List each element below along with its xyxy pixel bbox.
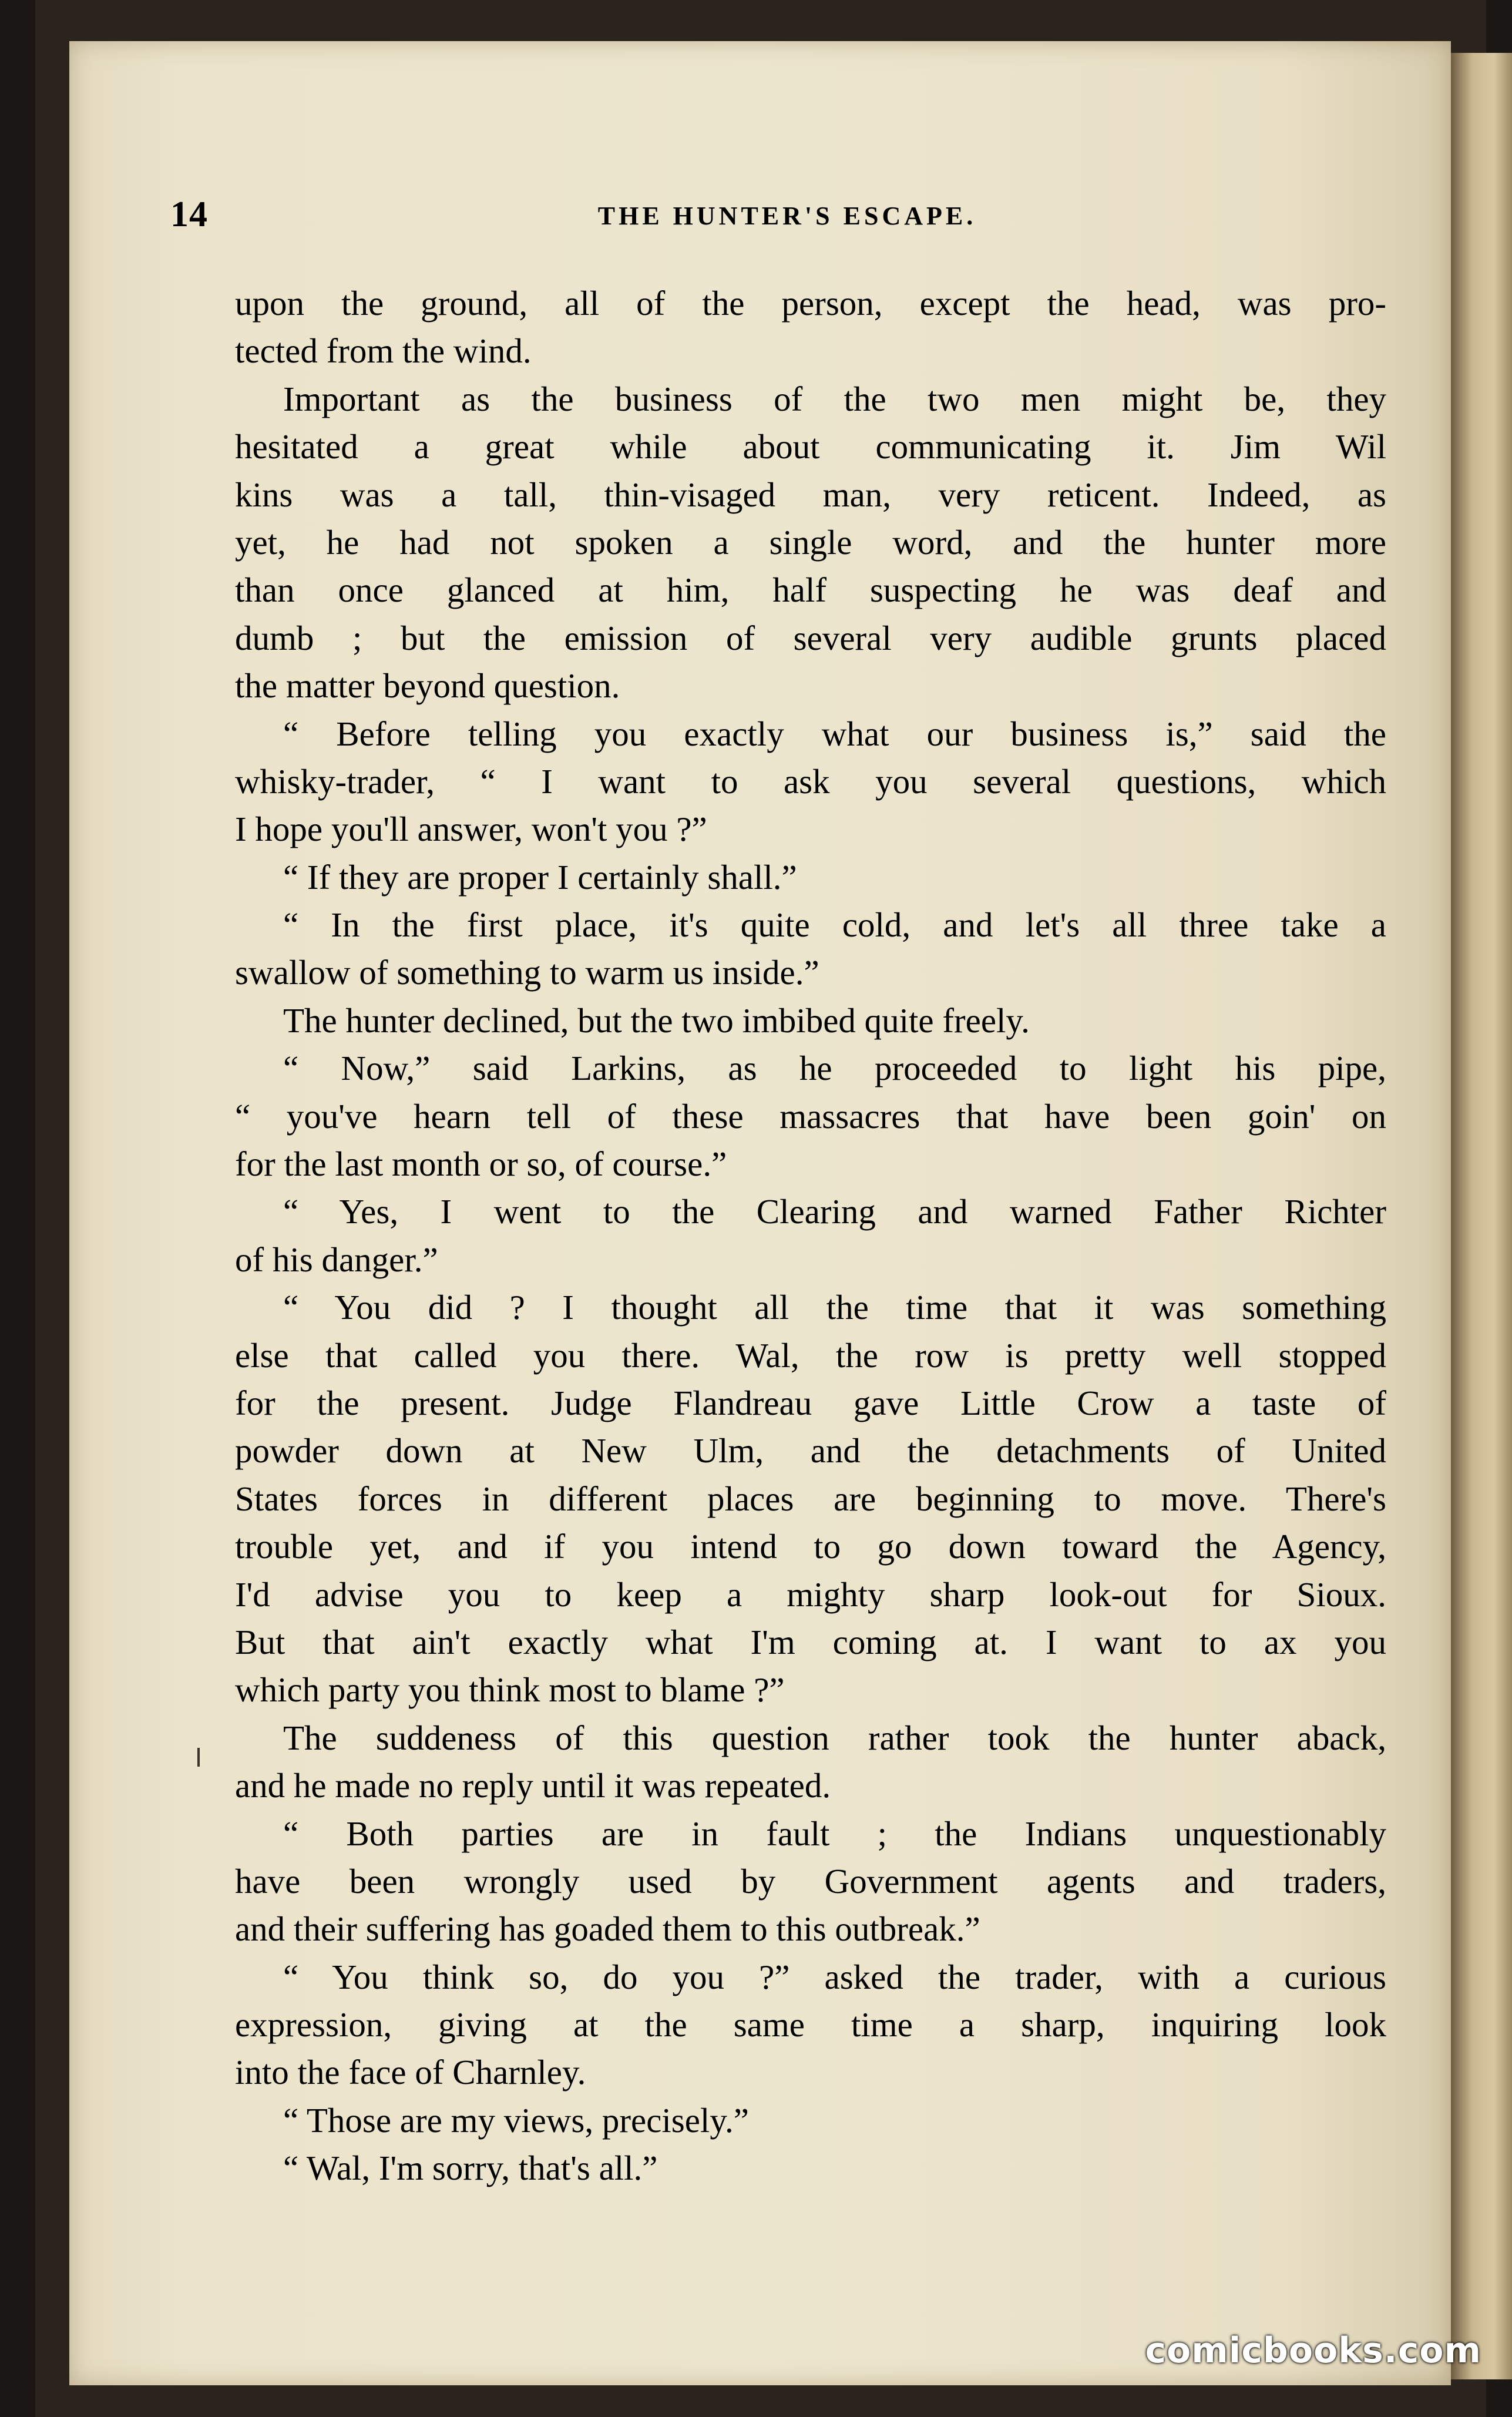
text-line: Important as the business of the two men might be, they xyxy=(283,379,1386,418)
running-title: THE HUNTER'S ESCAPE. xyxy=(597,202,977,230)
text-line: for the present. Judge Flandreau gave Little Crow a taste of xyxy=(235,1383,1386,1422)
text-line: tected from the wind. xyxy=(235,331,532,371)
text-line: “ Wal, I'm sorry, that's all.” xyxy=(283,2149,658,2188)
watermark: comicbooks.com xyxy=(1145,2330,1481,2371)
text-line: The hunter declined, but the two imbibed quite freely. xyxy=(283,1001,1030,1040)
text-line: else that called you there. Wal, the row is pretty well stopped xyxy=(235,1335,1386,1375)
text-line: kins was a tall, thin-visaged man, very reticent. Indeed, as xyxy=(235,475,1386,514)
text-line: for the last month or so, of course.” xyxy=(235,1144,727,1184)
text-line: “ Before telling you exactly what our business is,” said the xyxy=(283,714,1386,753)
text-line: whisky-trader, “ I want to ask you several questions, which xyxy=(235,761,1386,801)
text-line: and their suffering has goaded them to this outbreak.” xyxy=(235,1909,980,1949)
text-line: powder down at New Ulm, and the detachments of United xyxy=(235,1431,1386,1471)
text-line: But that ain't exactly what I'm coming at. I want to ax you xyxy=(235,1622,1386,1661)
margin-mark xyxy=(197,1748,200,1767)
text-line: “ If they are proper I certainly shall.” xyxy=(283,857,797,897)
text-line: upon the ground, all of the person, except the head, was pro- xyxy=(235,284,1386,323)
text-line: expression, giving at the same time a sharp, inquiring look xyxy=(235,2005,1386,2045)
text-line: and he made no reply until it was repeated. xyxy=(235,1766,831,1805)
text-line: yet, he had not spoken a single word, and the hunter more xyxy=(235,522,1386,562)
text-line: into the face of Charnley. xyxy=(235,2053,586,2092)
text-line: I'd advise you to keep a mighty sharp look-out for Sioux. xyxy=(235,1575,1386,1614)
page-number: 14 xyxy=(170,194,208,234)
text-line: which party you think most to blame ?” xyxy=(235,1670,785,1710)
text-line: the matter beyond question. xyxy=(235,666,620,706)
text-line: hesitated a great while about communicating it. Jim Wil xyxy=(235,427,1386,466)
text-line: “ Now,” said Larkins, as he proceeded to light his pipe, xyxy=(283,1049,1386,1088)
text-line: States forces in different places are beginning to move. There's xyxy=(235,1479,1386,1518)
body-text xyxy=(235,280,1386,2193)
facing-page-edge xyxy=(1451,53,1512,2379)
text-line: “ In the first place, it's quite cold, and let's all three take a xyxy=(283,905,1386,945)
text-line: “ Those are my views, precisely.” xyxy=(283,2100,749,2140)
text-line: “ Both parties are in fault ; the Indians unquestionably xyxy=(283,1814,1386,1853)
text-line: of his danger.” xyxy=(235,1240,438,1279)
text-line: than once glanced at him, half suspecting he was deaf and xyxy=(235,570,1386,610)
text-line: “ you've hearn tell of these massacres that have been goin' on xyxy=(235,1096,1386,1136)
text-line: have been wrongly used by Government agents and traders, xyxy=(235,1861,1386,1901)
text-line: “ You did ? I thought all the time that it was something xyxy=(283,1288,1386,1327)
text-line: dumb ; but the emission of several very audible grunts placed xyxy=(235,618,1386,657)
page-header xyxy=(170,194,1404,241)
text-line: I hope you'll answer, won't you ?” xyxy=(235,810,707,849)
text-line: The suddeness of this question rather took the hunter aback, xyxy=(283,1718,1386,1757)
text-line: “ Yes, I went to the Clearing and warned Father Richter xyxy=(283,1192,1386,1231)
text-line: trouble yet, and if you intend to go down toward the Agency, xyxy=(235,1527,1386,1566)
text-line: swallow of something to warm us inside.” xyxy=(235,953,819,992)
text-line: “ You think so, do you ?” asked the trader, with a curious xyxy=(283,1957,1386,1996)
